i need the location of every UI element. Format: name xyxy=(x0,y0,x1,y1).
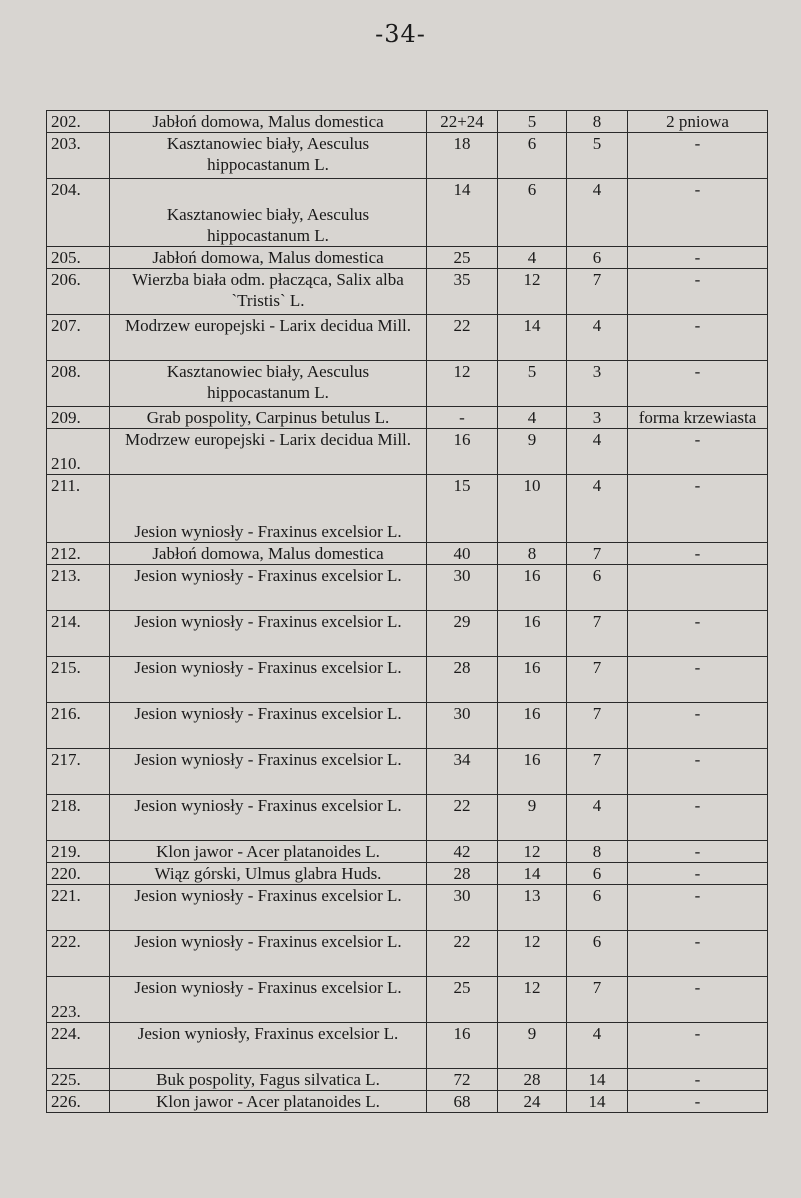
remarks-cell: - xyxy=(628,179,768,247)
measurement-2-cell: 12 xyxy=(498,977,567,1023)
measurement-2-cell: 16 xyxy=(498,703,567,749)
tree-inventory-table xyxy=(46,110,768,1113)
table-row xyxy=(47,795,768,841)
row-number-cell: 217. xyxy=(47,749,110,795)
row-number-cell: 205. xyxy=(47,247,110,269)
row-number-cell: 203. xyxy=(47,133,110,179)
remarks-cell: - xyxy=(628,795,768,841)
measurement-2-cell: 16 xyxy=(498,657,567,703)
species-name-cell: Jabłoń domowa, Malus domestica xyxy=(110,111,427,133)
measurement-1-cell: 30 xyxy=(427,565,498,611)
row-number-cell: 204. xyxy=(47,179,110,247)
measurement-2-cell: 16 xyxy=(498,565,567,611)
measurement-3-cell: 7 xyxy=(567,269,628,315)
measurement-1-cell: 22 xyxy=(427,795,498,841)
measurement-2-cell: 8 xyxy=(498,543,567,565)
table-row xyxy=(47,863,768,885)
measurement-1-cell: 16 xyxy=(427,1023,498,1069)
row-number-cell: 207. xyxy=(47,315,110,361)
measurement-1-cell: 40 xyxy=(427,543,498,565)
row-number-cell: 214. xyxy=(47,611,110,657)
remarks-cell: forma krzewiasta xyxy=(628,407,768,429)
measurement-2-cell: 12 xyxy=(498,931,567,977)
measurement-3-cell: 6 xyxy=(567,247,628,269)
table-row xyxy=(47,703,768,749)
remarks-cell xyxy=(628,565,768,611)
remarks-cell: - xyxy=(628,1069,768,1091)
table-row xyxy=(47,611,768,657)
row-number-cell: 213. xyxy=(47,565,110,611)
species-name-cell: Jabłoń domowa, Malus domestica xyxy=(110,247,427,269)
measurement-3-cell: 7 xyxy=(567,977,628,1023)
remarks-cell: - xyxy=(628,133,768,179)
table-row xyxy=(47,1091,768,1113)
species-name-cell: Wiąz górski, Ulmus glabra Huds. xyxy=(110,863,427,885)
table-row xyxy=(47,565,768,611)
remarks-cell: - xyxy=(628,931,768,977)
row-number-cell: 226. xyxy=(47,1091,110,1113)
measurement-1-cell: 28 xyxy=(427,657,498,703)
table-row xyxy=(47,841,768,863)
measurement-1-cell: 28 xyxy=(427,863,498,885)
measurement-1-cell: 30 xyxy=(427,885,498,931)
row-number-cell: 221. xyxy=(47,885,110,931)
measurement-2-cell: 4 xyxy=(498,247,567,269)
measurement-2-cell: 9 xyxy=(498,429,567,475)
species-name-cell: Jesion wyniosły - Fraxinus excelsior L. xyxy=(110,565,427,611)
table-row xyxy=(47,885,768,931)
measurement-1-cell: 29 xyxy=(427,611,498,657)
remarks-cell: - xyxy=(628,611,768,657)
remarks-cell: - xyxy=(628,841,768,863)
measurement-1-cell: - xyxy=(427,407,498,429)
measurement-3-cell: 7 xyxy=(567,543,628,565)
remarks-cell: - xyxy=(628,885,768,931)
table-row xyxy=(47,133,768,179)
row-number-cell: 210. xyxy=(47,429,110,475)
measurement-1-cell: 22+24 xyxy=(427,111,498,133)
page-number: -34- xyxy=(375,20,426,48)
measurement-3-cell: 7 xyxy=(567,749,628,795)
species-name-cell: Buk pospolity, Fagus silvatica L. xyxy=(110,1069,427,1091)
row-number-cell: 211. xyxy=(47,475,110,543)
measurement-1-cell: 15 xyxy=(427,475,498,543)
measurement-2-cell: 9 xyxy=(498,795,567,841)
remarks-cell: - xyxy=(628,543,768,565)
species-name-cell: Modrzew europejski - Larix decidua Mill. xyxy=(110,429,427,475)
measurement-2-cell: 4 xyxy=(498,407,567,429)
table-row xyxy=(47,247,768,269)
row-number-cell: 218. xyxy=(47,795,110,841)
table-row xyxy=(47,931,768,977)
measurement-2-cell: 10 xyxy=(498,475,567,543)
measurement-2-cell: 14 xyxy=(498,315,567,361)
species-name-cell: Jesion wyniosły - Fraxinus excelsior L. xyxy=(110,703,427,749)
table-row xyxy=(47,111,768,133)
species-name-cell: Wierzba biała odm. płacząca, Salix alba `Tristis` L. xyxy=(110,269,427,315)
measurement-3-cell: 5 xyxy=(567,133,628,179)
table-row xyxy=(47,179,768,247)
species-name-cell: Jesion wyniosły - Fraxinus excelsior L. xyxy=(110,885,427,931)
row-number-cell: 222. xyxy=(47,931,110,977)
species-name-cell: Jesion wyniosły - Fraxinus excelsior L. xyxy=(110,749,427,795)
measurement-1-cell: 22 xyxy=(427,315,498,361)
measurement-1-cell: 25 xyxy=(427,977,498,1023)
table-row xyxy=(47,749,768,795)
measurement-3-cell: 4 xyxy=(567,179,628,247)
measurement-2-cell: 16 xyxy=(498,611,567,657)
measurement-3-cell: 4 xyxy=(567,429,628,475)
measurement-1-cell: 14 xyxy=(427,179,498,247)
measurement-2-cell: 28 xyxy=(498,1069,567,1091)
remarks-cell: - xyxy=(628,269,768,315)
species-name-cell: Jesion wyniosły, Fraxinus excelsior L. xyxy=(110,1023,427,1069)
remarks-cell: - xyxy=(628,1091,768,1113)
measurement-2-cell: 5 xyxy=(498,111,567,133)
table-row xyxy=(47,1023,768,1069)
measurement-1-cell: 12 xyxy=(427,361,498,407)
remarks-cell: - xyxy=(628,1023,768,1069)
species-name-cell: Jesion wyniosły - Fraxinus excelsior L. xyxy=(110,475,427,543)
measurement-2-cell: 6 xyxy=(498,133,567,179)
measurement-2-cell: 12 xyxy=(498,269,567,315)
row-number-cell: 206. xyxy=(47,269,110,315)
species-name-cell: Modrzew europejski - Larix decidua Mill. xyxy=(110,315,427,361)
measurement-1-cell: 30 xyxy=(427,703,498,749)
measurement-3-cell: 14 xyxy=(567,1069,628,1091)
measurement-3-cell: 3 xyxy=(567,407,628,429)
remarks-cell: - xyxy=(628,315,768,361)
remarks-cell: - xyxy=(628,863,768,885)
species-name-cell: Jabłoń domowa, Malus domestica xyxy=(110,543,427,565)
row-number-cell: 202. xyxy=(47,111,110,133)
measurement-2-cell: 5 xyxy=(498,361,567,407)
measurement-3-cell: 4 xyxy=(567,315,628,361)
species-name-cell: Klon jawor - Acer platanoides L. xyxy=(110,1091,427,1113)
remarks-cell: - xyxy=(628,429,768,475)
species-name-cell: Jesion wyniosły - Fraxinus excelsior L. xyxy=(110,977,427,1023)
row-number-cell: 208. xyxy=(47,361,110,407)
measurement-2-cell: 9 xyxy=(498,1023,567,1069)
species-name-cell: Jesion wyniosły - Fraxinus excelsior L. xyxy=(110,611,427,657)
measurement-2-cell: 16 xyxy=(498,749,567,795)
remarks-cell: - xyxy=(628,475,768,543)
row-number-cell: 209. xyxy=(47,407,110,429)
table-row xyxy=(47,315,768,361)
table-row xyxy=(47,543,768,565)
row-number-cell: 215. xyxy=(47,657,110,703)
species-name-cell: Kasztanowiec biały, Aesculus hippocastanum L. xyxy=(110,179,427,247)
remarks-cell: - xyxy=(628,977,768,1023)
species-name-cell: Grab pospolity, Carpinus betulus L. xyxy=(110,407,427,429)
measurement-3-cell: 8 xyxy=(567,841,628,863)
measurement-3-cell: 3 xyxy=(567,361,628,407)
measurement-2-cell: 14 xyxy=(498,863,567,885)
species-name-cell: Kasztanowiec biały, Aesculus hippocastanum L. xyxy=(110,361,427,407)
measurement-3-cell: 8 xyxy=(567,111,628,133)
measurement-2-cell: 12 xyxy=(498,841,567,863)
measurement-1-cell: 34 xyxy=(427,749,498,795)
row-number-cell: 225. xyxy=(47,1069,110,1091)
species-name-cell: Klon jawor - Acer platanoides L. xyxy=(110,841,427,863)
measurement-3-cell: 4 xyxy=(567,1023,628,1069)
measurement-3-cell: 7 xyxy=(567,703,628,749)
remarks-cell: - xyxy=(628,703,768,749)
species-name-cell: Jesion wyniosły - Fraxinus excelsior L. xyxy=(110,657,427,703)
species-name-cell: Jesion wyniosły - Fraxinus excelsior L. xyxy=(110,795,427,841)
remarks-cell: - xyxy=(628,657,768,703)
measurement-1-cell: 68 xyxy=(427,1091,498,1113)
remarks-cell: 2 pniowa xyxy=(628,111,768,133)
table-row xyxy=(47,977,768,1023)
measurement-1-cell: 25 xyxy=(427,247,498,269)
remarks-cell: - xyxy=(628,361,768,407)
measurement-3-cell: 4 xyxy=(567,795,628,841)
remarks-cell: - xyxy=(628,749,768,795)
measurement-3-cell: 6 xyxy=(567,565,628,611)
measurement-3-cell: 7 xyxy=(567,611,628,657)
measurement-3-cell: 6 xyxy=(567,931,628,977)
measurement-2-cell: 13 xyxy=(498,885,567,931)
table-row xyxy=(47,361,768,407)
measurement-3-cell: 14 xyxy=(567,1091,628,1113)
measurement-3-cell: 6 xyxy=(567,885,628,931)
table-row xyxy=(47,429,768,475)
measurement-3-cell: 6 xyxy=(567,863,628,885)
row-number-cell: 224. xyxy=(47,1023,110,1069)
species-name-cell: Kasztanowiec biały, Aesculus hippocastanum L. xyxy=(110,133,427,179)
measurement-1-cell: 42 xyxy=(427,841,498,863)
measurement-2-cell: 24 xyxy=(498,1091,567,1113)
measurement-2-cell: 6 xyxy=(498,179,567,247)
table-row xyxy=(47,657,768,703)
measurement-1-cell: 16 xyxy=(427,429,498,475)
measurement-3-cell: 7 xyxy=(567,657,628,703)
row-number-cell: 220. xyxy=(47,863,110,885)
species-name-cell: Jesion wyniosły - Fraxinus excelsior L. xyxy=(110,931,427,977)
measurement-1-cell: 72 xyxy=(427,1069,498,1091)
remarks-cell: - xyxy=(628,247,768,269)
table-row xyxy=(47,475,768,543)
row-number-cell: 219. xyxy=(47,841,110,863)
measurement-3-cell: 4 xyxy=(567,475,628,543)
measurement-1-cell: 35 xyxy=(427,269,498,315)
row-number-cell: 216. xyxy=(47,703,110,749)
measurement-1-cell: 22 xyxy=(427,931,498,977)
table-row xyxy=(47,1069,768,1091)
measurement-1-cell: 18 xyxy=(427,133,498,179)
table-row xyxy=(47,269,768,315)
row-number-cell: 223. xyxy=(47,977,110,1023)
table-row xyxy=(47,407,768,429)
row-number-cell: 212. xyxy=(47,543,110,565)
